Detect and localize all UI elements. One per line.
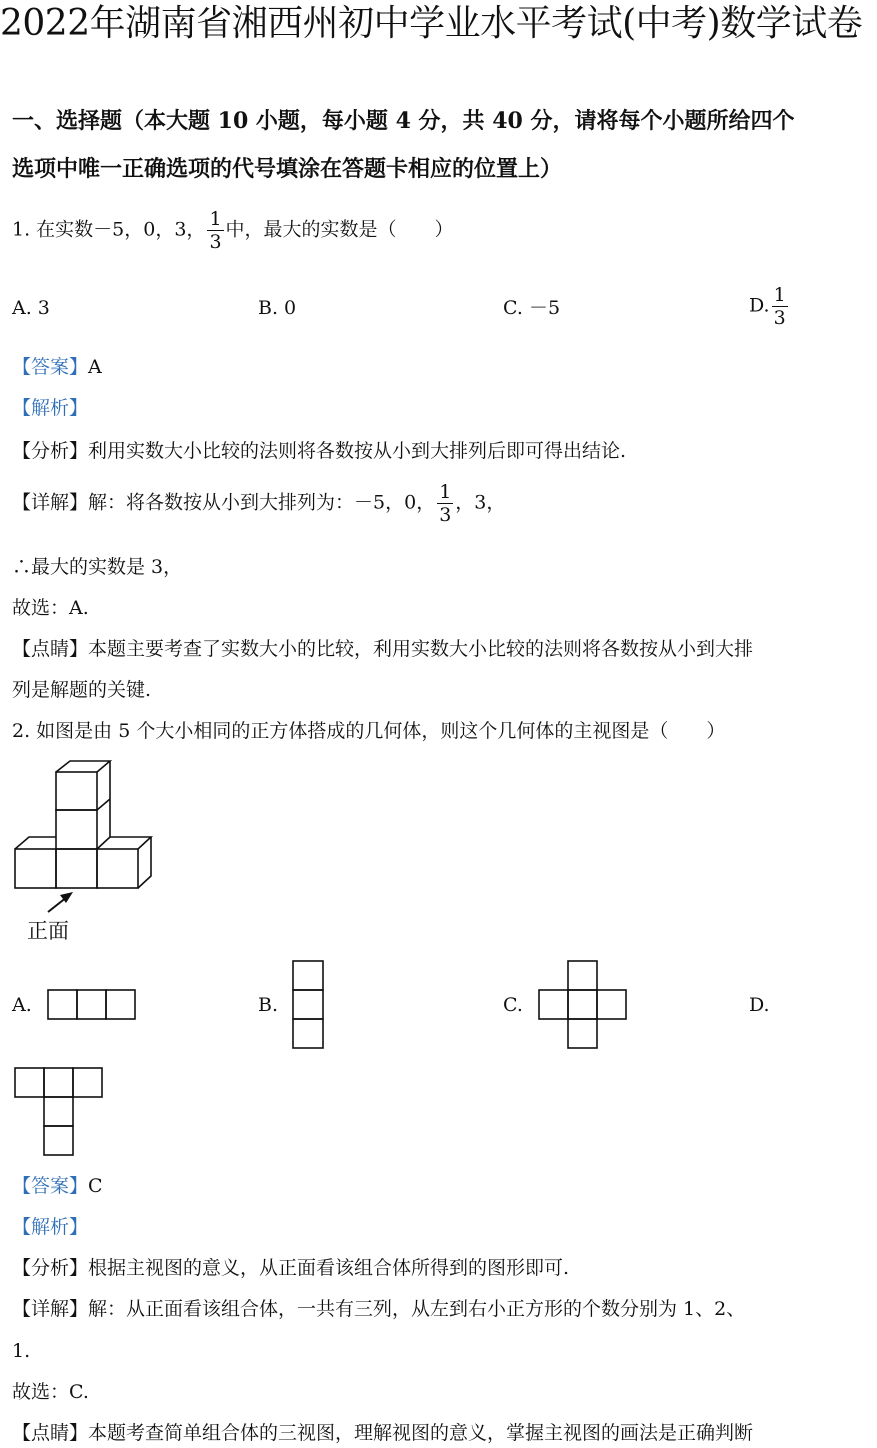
- q2-stem: 2. 如图是由 5 个大小相同的正方体搭成的几何体，则这个几何体的主视图是（ ）: [12, 720, 726, 742]
- answer-value: C: [88, 1175, 103, 1197]
- fraction-numerator: 1: [773, 284, 786, 306]
- q1-option-d-label: D.: [749, 294, 770, 317]
- answer-tag: 【答案】: [12, 356, 89, 378]
- section-heading-line2: 选项中唯一正确选项的代号填涂在答题卡相应的位置上）: [12, 156, 563, 182]
- q2-fenxi: [12, 1254, 569, 1282]
- q2-option-c-label: C.: [503, 994, 523, 1016]
- dianjing-tag: 【点睛】: [12, 638, 89, 660]
- q1-option-b: B. 0: [258, 297, 297, 319]
- xiangjie-tag: 【详解】: [12, 1298, 89, 1320]
- q1-stem-before: 1. 在实数－5，0，3，: [12, 218, 206, 241]
- q2-option-a-label: A.: [12, 994, 32, 1016]
- q2-analysis-tag: 【解析】: [12, 1216, 89, 1238]
- xiangjie-after: ，3，: [455, 491, 506, 514]
- fraction-denominator: 3: [209, 231, 222, 253]
- cube-figure-lines: [15, 761, 151, 888]
- q2-dianjing-line1: [12, 1419, 753, 1447]
- answer-value: A: [88, 356, 102, 378]
- front-label: 正面: [27, 919, 69, 943]
- option-d-shape: [14, 1067, 104, 1157]
- q1-therefore: ∴最大的实数是 3，: [12, 556, 183, 578]
- q1-choose: 故选：A.: [12, 597, 89, 619]
- fenxi-tag: 【分析】: [12, 1257, 89, 1279]
- option-a-shape: [47, 989, 137, 1020]
- dianjing-text: 本题考查简单组合体的三视图，理解视图的意义，掌握主视图的画法是正确判断: [88, 1422, 754, 1444]
- fenxi-text: 利用实数大小比较的法则将各数按从小到大排列后即可得出结论.: [88, 440, 627, 462]
- q1-analysis-tag: 【解析】: [12, 397, 89, 419]
- q2-xiangjie-line1: [12, 1295, 745, 1323]
- q1-option-a: A. 3: [12, 297, 50, 319]
- page-title: 2022年湖南省湘西州初中学业水平考试(中考)数学试卷: [0, 3, 863, 44]
- q2-option-d-label: D.: [749, 994, 770, 1016]
- answer-tag: 【答案】: [12, 1175, 89, 1197]
- section-heading-line1: 一、选择题（本大题 10 小题，每小题 4 分，共 40 分，请将每个小题所给四个: [12, 108, 795, 134]
- fraction-numerator: 1: [439, 481, 452, 503]
- option-c-shape: [538, 960, 628, 1050]
- q1-option-c: C. －5: [503, 297, 561, 319]
- fenxi-text: 根据主视图的意义，从正面看该组合体所得到的图形即可.: [88, 1257, 570, 1279]
- q2-answer: [12, 1172, 103, 1200]
- fraction-denominator: 3: [773, 307, 786, 329]
- q2-xiangjie-line2: 1.: [12, 1340, 31, 1362]
- option-b-shape: [292, 960, 324, 1050]
- xiangjie-before: 解：将各数按从小到大排列为：－5，0，: [88, 491, 436, 514]
- q2-option-b-label: B.: [258, 994, 279, 1016]
- q1-dianjing-line2: 列是解题的关键.: [12, 679, 152, 701]
- fraction-numerator: 1: [209, 208, 222, 230]
- dianjing-tag: 【点睛】: [12, 1422, 89, 1444]
- dianjing-text: 本题主要考查了实数大小的比较，利用实数大小比较的法则将各数按从小到大排: [88, 638, 754, 660]
- fraction-denominator: 3: [439, 504, 452, 526]
- q1-stem-after: 中，最大的实数是（ ）: [225, 218, 454, 241]
- fenxi-tag: 【分析】: [12, 440, 89, 462]
- xiangjie-tag: 【详解】: [12, 491, 89, 514]
- xiangjie-text: 解：从正面看该组合体，一共有三列，从左到右小正方形的个数分别为 1、2、: [88, 1298, 746, 1320]
- q2-choose: 故选：C.: [12, 1381, 89, 1403]
